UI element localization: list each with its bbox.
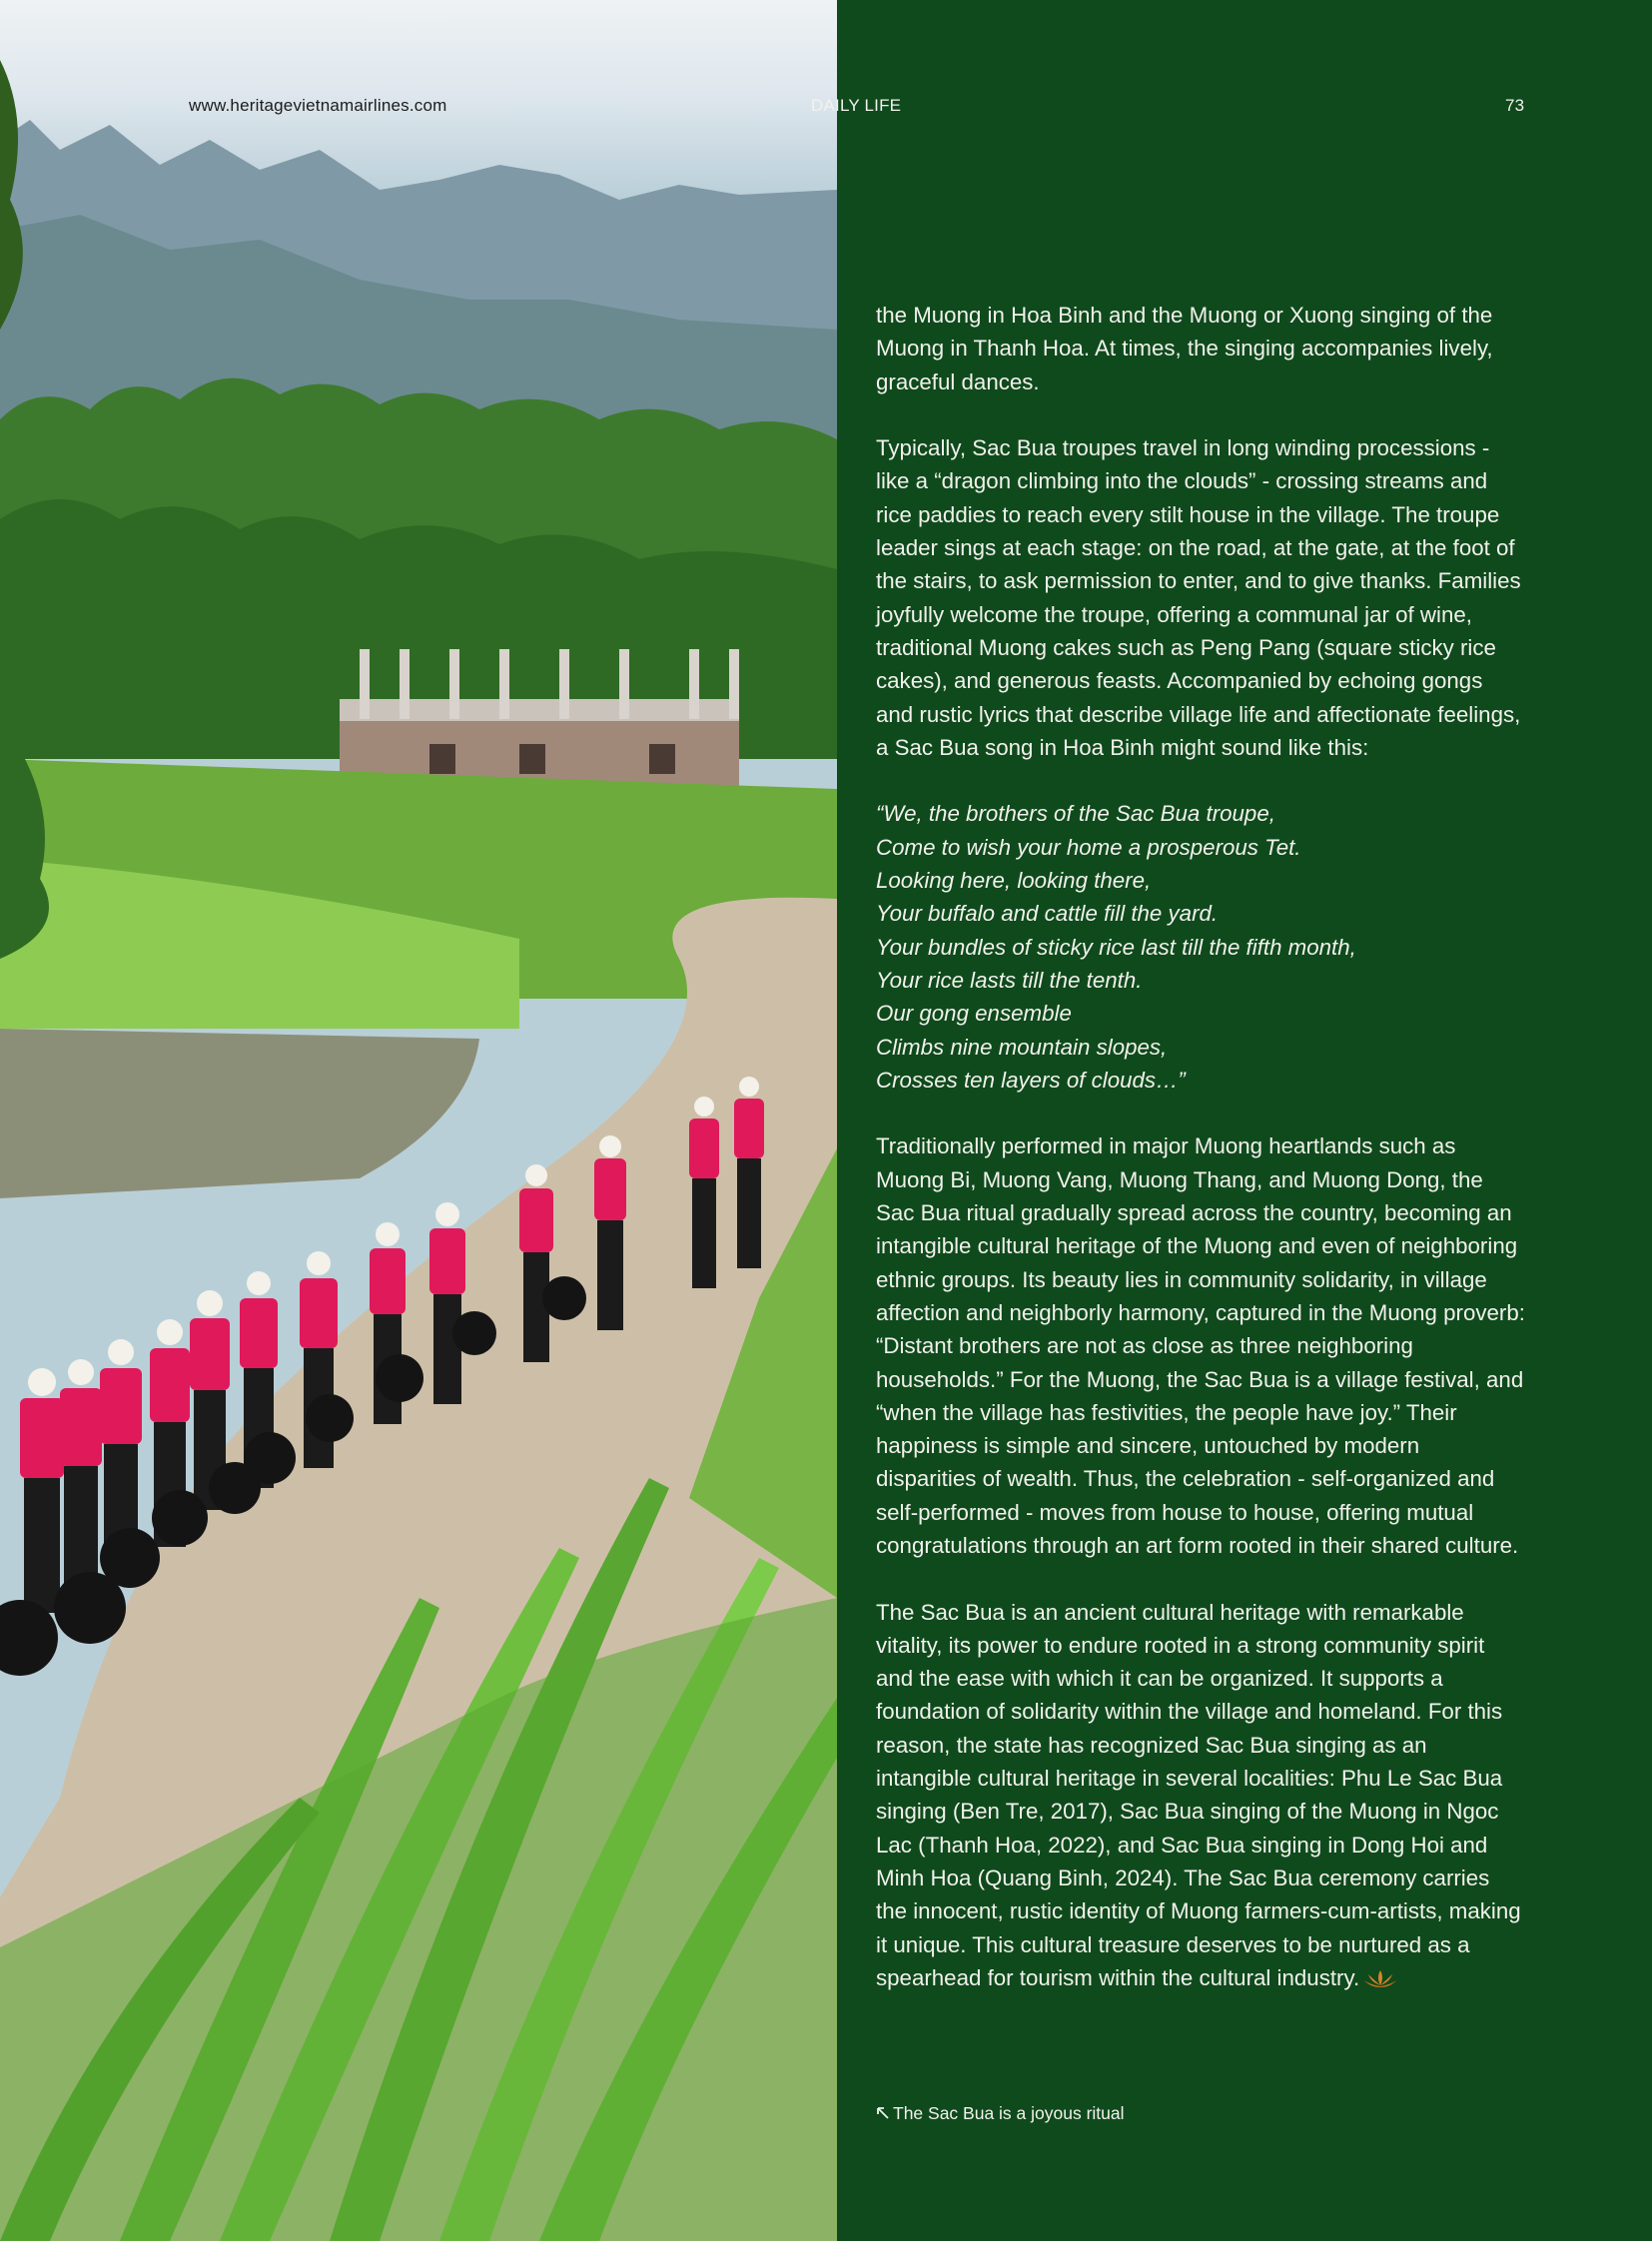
article-body — [876, 299, 1525, 2027]
page-number: 73 — [1505, 96, 1525, 115]
verse-line: Climbs nine mountain slopes, — [876, 1034, 1168, 1060]
paragraph-2: Typically, Sac Bua troupes travel in long winding processions - like a “dragon climbing into the clouds” - crossing streams and rice paddies to reach every stilt house in the village. The troupe leader sings at each stage: on the road, at the gate, at the foot of the stairs, to ask permission to enter, and to give thanks. Families joyfully welcome the troupe, offering a communal jar of wine, traditional Muong cakes such as Peng Pang (square sticky rice cakes), and generous feasts. Accompanied by echoing gongs and rustic lyrics that describe village life and affectionate feelings, a Sac Bua song in Hoa Binh might sound like this: — [876, 435, 1521, 760]
site-url[interactable]: www.heritagevietnamairlines.com — [189, 96, 447, 115]
song-verse — [876, 797, 1525, 1097]
verse-line: “We, the brothers of the Sac Bua troupe, — [876, 801, 1275, 827]
verse-line: Crosses ten layers of clouds…” — [876, 1067, 1186, 1093]
verse-line: Come to wish your home a prosperous Tet. — [876, 834, 1301, 860]
paragraph-4: The Sac Bua is an ancient cultural heritage with remarkable vitality, its power to endure rooted in a strong community spirit and the ease with which it can be organized. It supports a foundation of solidarity within the village and homeland. For this reason, the state has recognized Sac Bua singing as an intangible cultural heritage in several localities: Phu Le Sac Bua singing (Ben Tre, 2017), Sac Bua singing of the Muong in Ngoc Lac (Thanh Hoa, 2022), and Sac Bua singing in Dong Hoi and Minh Hoa (Quang Binh, 2024). The Sac Bua ceremony carries the innocent, rustic identity of Muong farmers-cum-artists, making it unique. This cultural treasure deserves to be nurtured as a spearhead for tourism within the cultural industry. — [876, 1599, 1521, 1990]
verse-line: Your bundles of sticky rice last till the fifth month, — [876, 934, 1356, 960]
verse-line: Our gong ensemble — [876, 1001, 1072, 1027]
photo-caption — [876, 2103, 1125, 2124]
lotus-icon — [1363, 1964, 1397, 1984]
paragraph-4-wrap — [876, 1596, 1525, 1995]
paragraph-3: Traditionally performed in major Muong heartlands such as Muong Bi, Muong Vang, Muong Thang, and Muong Dong, the Sac Bua ritual gradually spread across the country, becoming an intangible cultural heritage of the Muong and even of neighboring ethnic groups. Its beauty lies in community solidarity, in village affection and neighborly harmony, captured in the Muong proverb: “Distant brothers are not as close as three neighboring households.” For the Muong, the Sac Bua is a village festival, and “when the village has festivities, the people have joy.” Their happiness is simple and sincere, untouched by modern disparities of wealth. Thus, the celebration - self-organized and self-performed - moves from house to house, offering mutual congratulations through an art form rooted in their shared culture. — [876, 1133, 1525, 1558]
arrow-up-left-icon — [876, 2104, 890, 2118]
verse-line: Your rice lasts till the tenth. — [876, 967, 1143, 993]
verse-line: Your buffalo and cattle fill the yard. — [876, 901, 1219, 927]
paragraph-1: the Muong in Hoa Binh and the Muong or Xuong singing of the Muong in Thanh Hoa. At times, the singing accompanies lively, graceful dances. — [876, 303, 1493, 394]
caption-text: The Sac Bua is a joyous ritual — [893, 2103, 1125, 2123]
section-label: DAILY LIFE — [811, 96, 902, 115]
verse-line: Looking here, looking there, — [876, 868, 1152, 894]
